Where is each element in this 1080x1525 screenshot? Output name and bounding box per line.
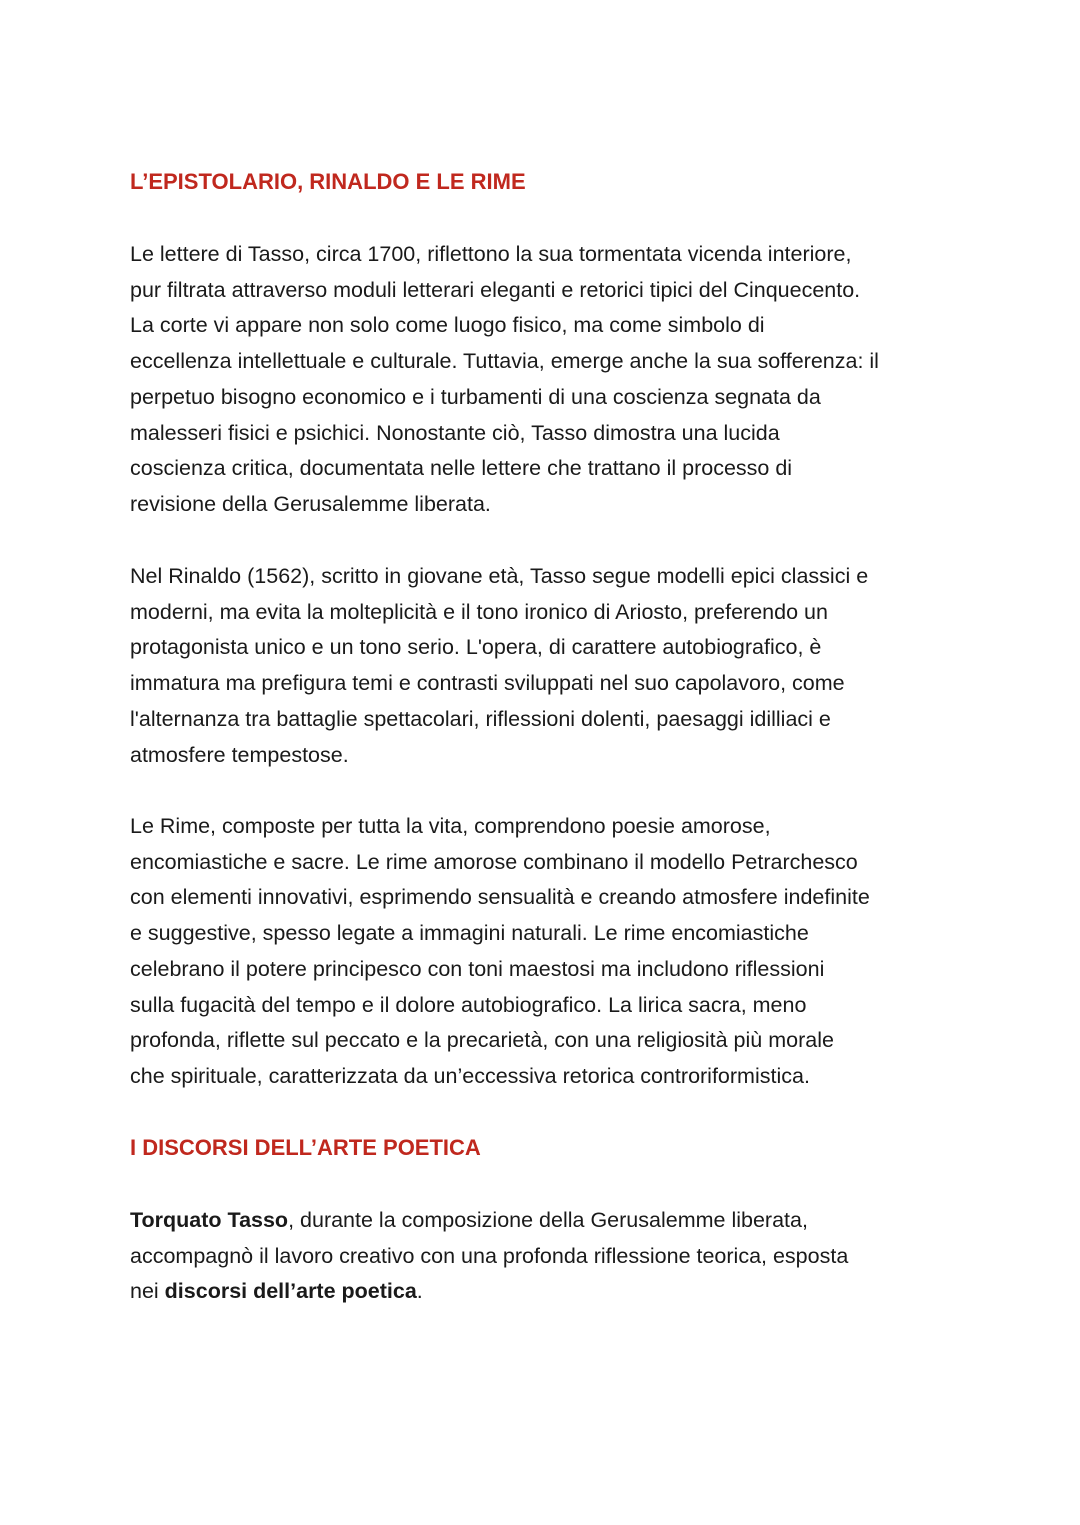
text-line: atmosfere tempestose.	[130, 742, 349, 767]
text-line: pur filtrata attraverso moduli letterari eleganti e retorici tipici del Cinquecento.	[130, 277, 861, 302]
text-line: celebrano il potere principesco con toni maestosi ma includono riflessioni	[130, 956, 825, 981]
text-line: La corte vi appare non solo come luogo fisico, ma come simbolo di	[130, 313, 765, 338]
text-line: l'alternanza tra battaglie spettacolari, riflessioni dolenti, paesaggi idilliaci e	[130, 706, 831, 731]
author-name: Torquato Tasso	[130, 1208, 289, 1232]
text-line: Le Rime, composte per tutta la vita, comprendono poesie amorose,	[130, 814, 771, 838]
text-line: moderni, ma evita la molteplicità e il tono ironico di Ariosto, preferendo un	[130, 599, 828, 624]
text-line: malesseri fisici e psichici. Nonostante ciò, Tasso dimostra una lucida	[130, 420, 780, 445]
paragraph-rime	[130, 809, 960, 1095]
text-line: revisione della Gerusalemme liberata.	[130, 491, 491, 516]
text-line: Le lettere di Tasso, circa 1700, riflettono la sua tormentata vicenda interiore,	[130, 242, 852, 266]
text-line: e suggestive, spesso legate a immagini naturali. Le rime encomiastiche	[130, 921, 809, 946]
text-line: con elementi innovativi, esprimendo sensualità e creando atmosfere indefinite	[130, 885, 870, 910]
text-line	[130, 1203, 960, 1239]
text-line: Nel Rinaldo (1562), scritto in giovane età, Tasso segue modelli epici classici e	[130, 564, 869, 588]
paragraph-discorsi	[130, 1203, 960, 1310]
text-line	[130, 1274, 960, 1310]
text-line: sulla fugacità del tempo e il dolore autobiografico. La lirica sacra, meno	[130, 992, 807, 1017]
text-line: perpetuo bisogno economico e i turbamenti di una coscienza segnata da	[130, 384, 821, 409]
work-title: discorsi dell’arte poetica	[164, 1279, 417, 1304]
text-span: , durante la composizione della Gerusalemme liberata,	[288, 1208, 808, 1232]
paragraph-rinaldo	[130, 559, 960, 773]
paragraph-lettere	[130, 237, 960, 523]
text-line: che spirituale, caratterizzata da un’eccessiva retorica controriformistica.	[130, 1063, 810, 1088]
text-line: encomiastiche e sacre. Le rime amorose combinano il modello Petrarchesco	[130, 849, 858, 874]
text-line: coscienza critica, documentata nelle lettere che trattano il processo di	[130, 456, 793, 481]
text-line: protagonista unico e un tono serio. L'opera, di carattere autobiografico, è	[130, 635, 822, 660]
section-heading-discorsi: I DISCORSI DELL’ARTE POETICA	[130, 1135, 481, 1160]
section-heading-epistolario: L’EPISTOLARIO, RINALDO E LE RIME	[130, 169, 526, 194]
text-line: accompagnò il lavoro creativo con una profonda riflessione teorica, esposta	[130, 1243, 849, 1268]
text-line: immatura ma prefigura temi e contrasti sviluppati nel suo capolavoro, come	[130, 671, 845, 696]
text-line: profonda, riflette sul peccato e la precarietà, con una religiosità più morale	[130, 1028, 834, 1053]
text-span: .	[416, 1279, 423, 1304]
text-span: nei	[130, 1279, 165, 1304]
text-line: eccellenza intellettuale e culturale. Tuttavia, emerge anche la sua sofferenza: il	[130, 349, 879, 374]
